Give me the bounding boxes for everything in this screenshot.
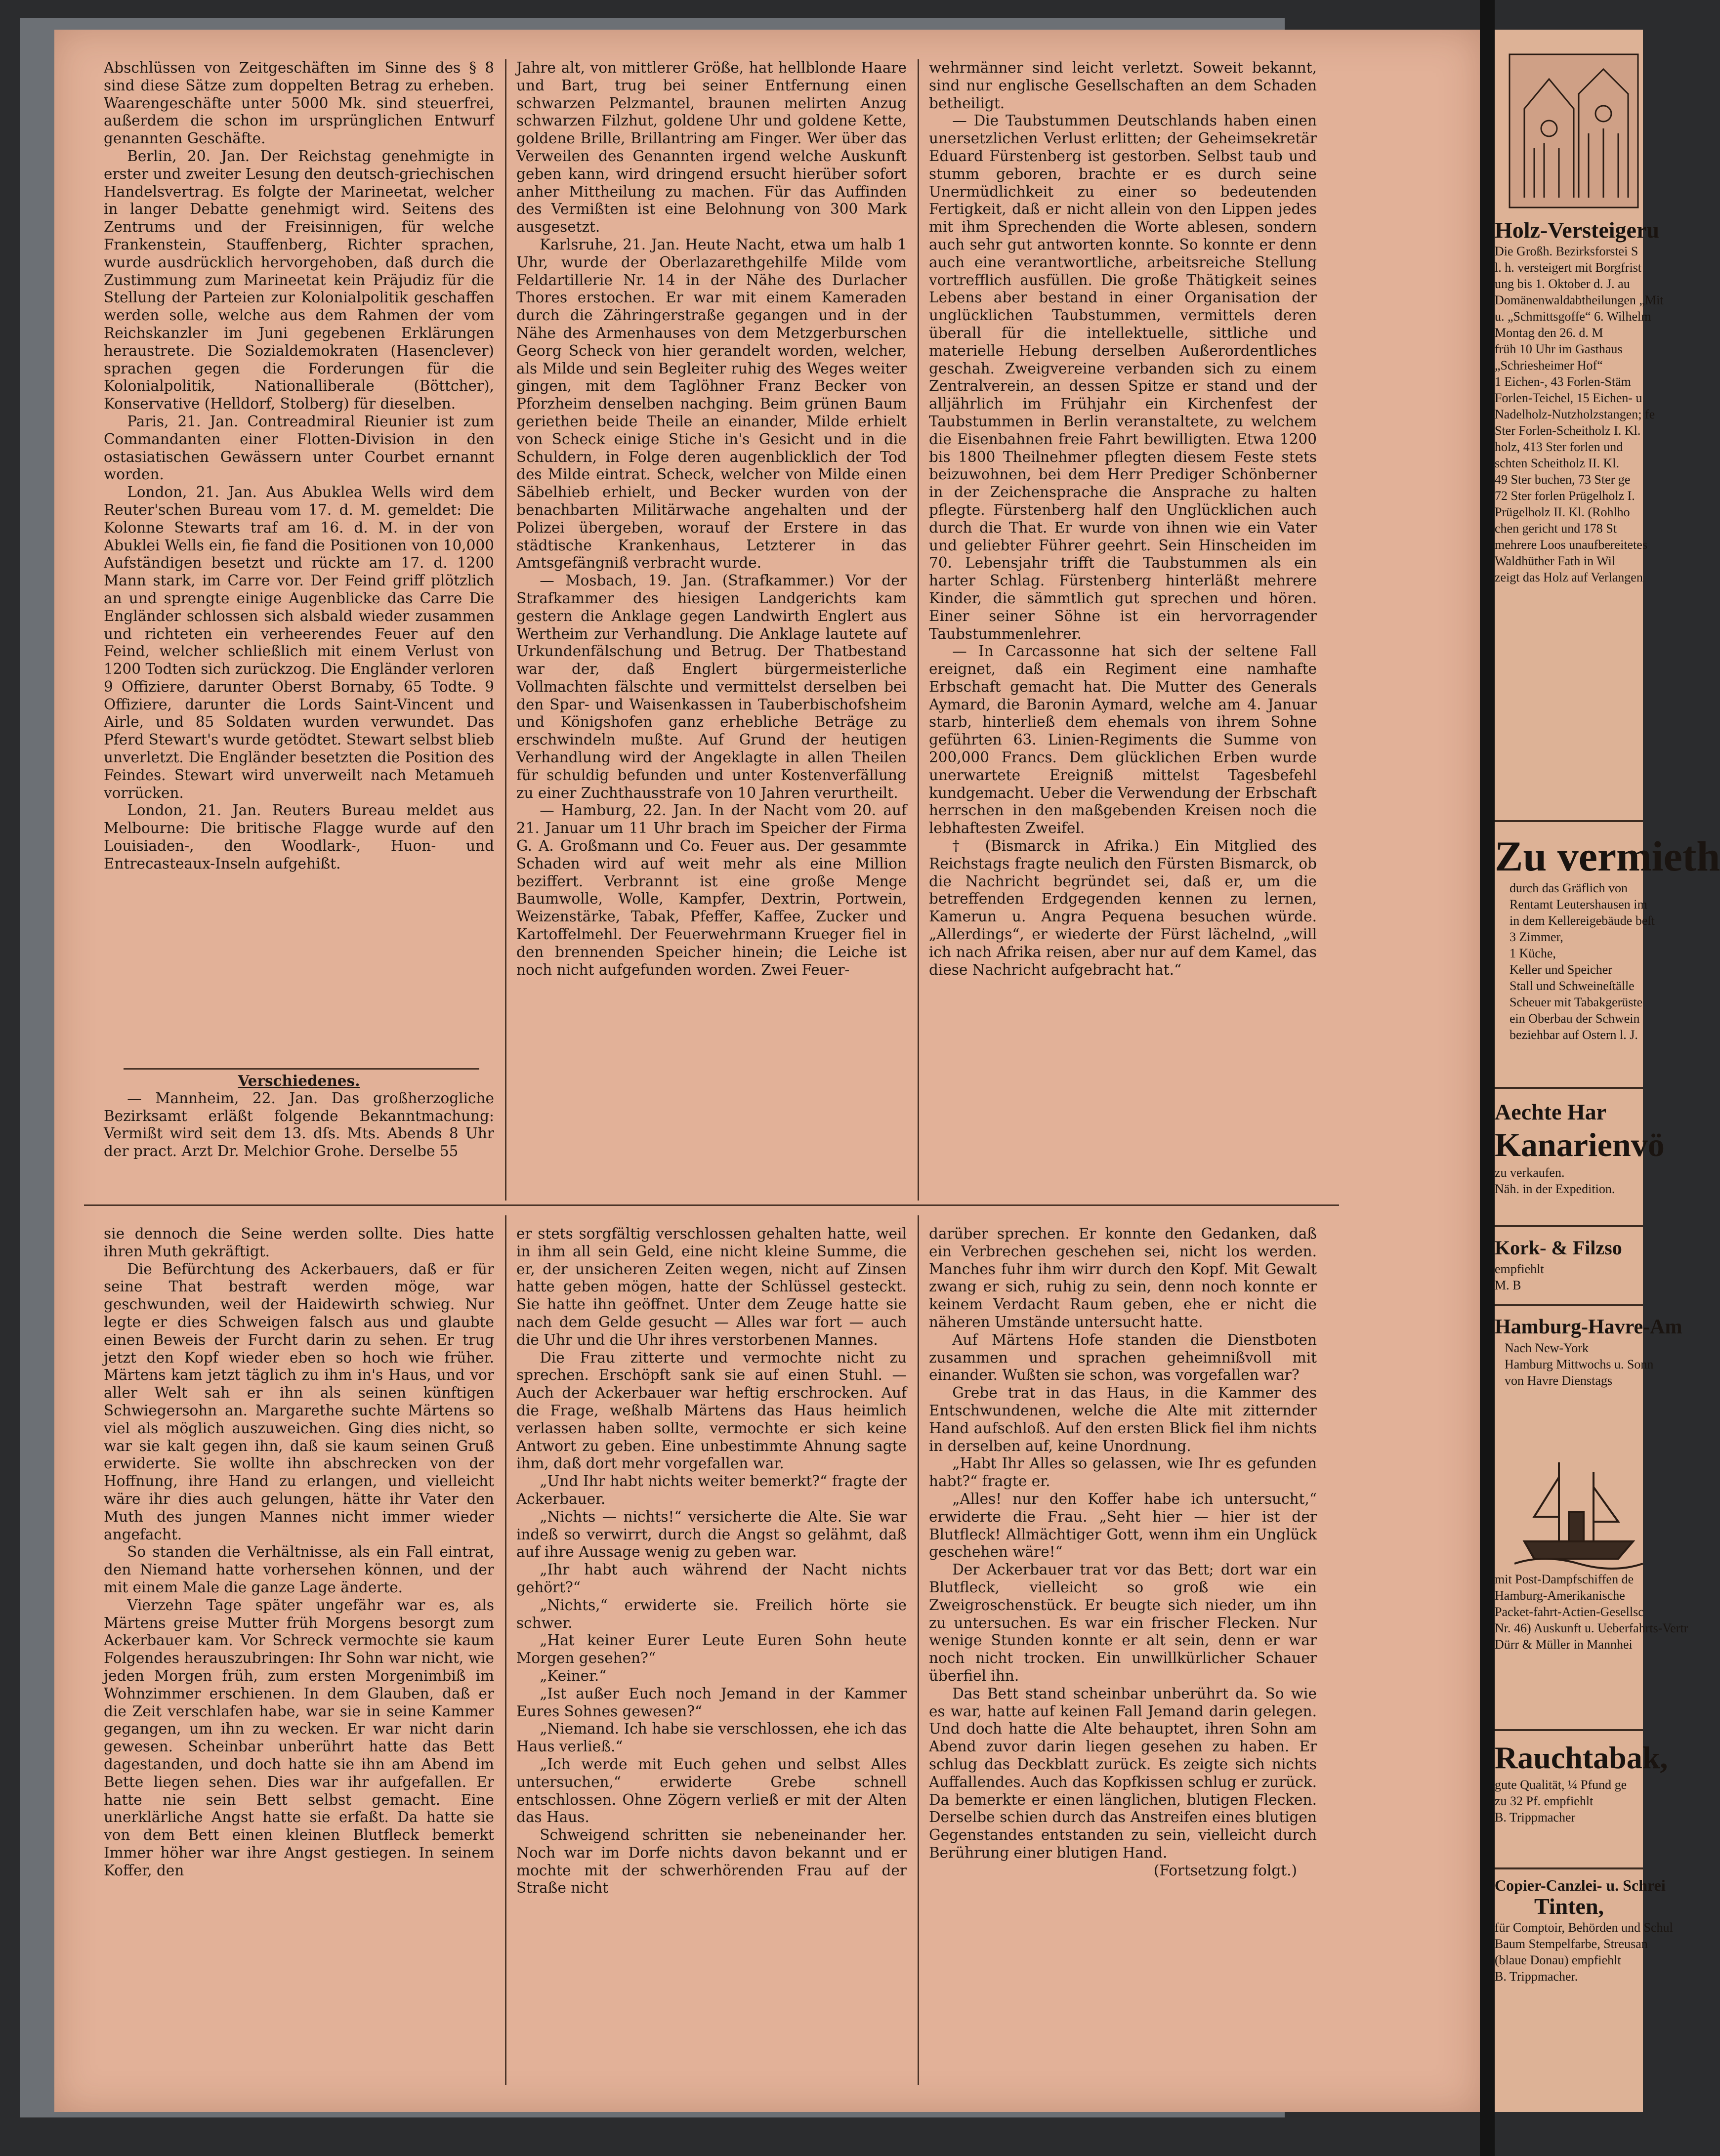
ad-line: 3 Zimmer,: [1510, 930, 1563, 944]
ad-line: Die Großh. Bezirksforstei S: [1495, 244, 1638, 258]
ad-line: empfiehlt: [1495, 1262, 1544, 1276]
ad-line: Packet-fahrt-Actien-Gesellsc: [1495, 1605, 1644, 1619]
ad-line: Keller und Speicher: [1510, 962, 1612, 977]
article-paragraph: Karlsruhe, 21. Jan. Heute Nacht, etwa um halb 1 Uhr, wurde der Oberlazarethgehilfe Milde vom Feldartillerie Nr. 14 in der Nähe des Durlacher Thores erstochen. Er war mit einem Kameraden durch die Zähringerstraße gegangen und in der Nähe des Armenhauses von dem Metzgerburschen Georg Scheck von hier gerandelt worden, welcher, als Milde und sein Begleiter ruhig des Weges weiter gingen, mit dem Taglöhner Franz Becker von Pforzheim denselben nachging. Beim grünen Baum geriethen beide Theile an einander, Milde erhielt von Scheck einige Stiche in's Gesicht und in die Schuldern, in Folge deren augenblicklich der Tod des Milde eintrat. Scheck, welcher von Milde einen Säbelhieb erhielt, und Becker wurden von der benachbarten Militärwache angehalten und der Polizei übergeben, worauf der Erstere in das städtische Krankenhaus, Letzterer in das Amtsgefängniß verbracht wurde.: [516, 236, 907, 572]
ad-line: Rentamt Leutershausen im: [1510, 897, 1647, 912]
ad-line: zeigt das Holz auf Verlangen: [1495, 570, 1643, 584]
ad-line: schten Scheitholz II. Kl.: [1495, 456, 1619, 470]
article-paragraph: Abschlüssen von Zeitgeschäften im Sinne des § 8 sind diese Sätze zum doppelten Betrag zu erheben. Waarengeschäfte unter 5000 Mk. sind steuerfrei, außerdem die schon im ursprünglichen Entwurf genannten Geschäfte.: [104, 59, 494, 147]
ad-title: Tinten,: [1534, 1894, 1604, 1919]
article-paragraph: „Keiner.“: [540, 1667, 607, 1684]
ad-line: Baum Stempelfarbe, Streusan: [1495, 1937, 1648, 1951]
column-1-top: [104, 59, 494, 1067]
article-paragraph: Die Befürchtung des Ackerbauers, daß er für seine That bestraft werden möge, war geschwunden, weil der Haidewirth schwieg. Nur legte er dies Schweigen falsch aus und glaubte einen Beweis der Furcht darin zu sehen. Er trug jetzt den Kopf wieder eben so hoch wie früher. Märtens kam jetzt täglich zu ihm in's Haus, und vor aller Welt sah er ihn als seinen künftigen Schwiegersohn an. Margarethe suchte Märtens so viel als möglich auszuweichen. Ging dies nicht, so war sie kalt gegen ihn, daß sie kaum seinen Gruß erwiderte. Sie wollte ihn abschrecken von der Hoffnung, ihre Hand zu erlangen, und vielleicht wäre ihr dies auch gelungen, hätte ihr Vater den Muth des jungen Mannes nicht immer wieder angefacht.: [104, 1260, 494, 1543]
ad-line: Prügelholz II. Kl. (Rohlho: [1495, 505, 1630, 519]
article-paragraph: darüber sprechen. Er konnte den Gedanken, daß ein Verbrechen geschehen sei, nicht los werden. Manches fuhr ihm wirr durch den Kopf. Mit Gewalt zwang er sich, ruhig zu sein, denn noch konnte er keinem Verdacht Raum geben, ehe er nicht die näheren Umstände untersucht hatte.: [929, 1225, 1317, 1330]
ad-line: chen gericht und 178 St: [1495, 521, 1617, 536]
article-paragraph: „Hat keiner Eurer Leute Euren Sohn heute Morgen gesehen?“: [516, 1632, 907, 1667]
article-paragraph: Der Ackerbauer trat vor das Bett; dort war ein Blutfleck, vielleicht so groß wie ein Zweigroschenstück. Er beugte sich nieder, um ihn zu untersuchen. Es war ein frischer Flecken. Nur wenige Stunden konnte er alt sein, denn er war noch nicht trocken. Ein unwillkürlicher Schauer überfiel ihn.: [929, 1561, 1317, 1684]
ad-title: Kanarienvö: [1495, 1126, 1665, 1163]
article-paragraph: wehrmänner sind leicht verletzt. Soweit bekannt, sind nur englische Gesellschaften an dem Schaden betheiligt.: [929, 59, 1317, 112]
ad-title: Zu vermieth: [1495, 832, 1720, 880]
ad-holz: [1495, 217, 1664, 585]
ad-separator: [1495, 1729, 1643, 1731]
ad-hamburg: [1495, 1314, 1682, 1389]
ad-kork: [1495, 1235, 1643, 1293]
ad-line: holz, 413 Ster forlen und: [1495, 440, 1623, 454]
ad-line: Stall und Schweineſtälle: [1510, 979, 1635, 993]
article-paragraph: Grebe trat in das Haus, in die Kammer des Entschwundenen, welche die Alte mit zitternder Hand aufschloß. Auf den ersten Blick fiel ihm nichts in derselben auf, keine Unordnung.: [929, 1384, 1317, 1454]
article-paragraph: — Hamburg, 22. Jan. In der Nacht vom 20. auf 21. Januar um 11 Uhr brach im Speicher der Firma G. A. Großmann und Co. Feuer aus. Der gesammte Schaden wird auf weit mehr als eine Million beziffert. Verbrannt ist eine große Menge Baumwolle, Wolle, Kampfer, Dextrin, Portwein, Weizenstärke, Tabak, Pfeffer, Kaffee, Zucker und Kartoffelmehl. Der Feuerwehrmann Krueger fiel in den brennenden Speicher hinein; die Leiche ist noch nicht aufgefunden worden. Zwei Feuer-: [516, 802, 907, 978]
ad-tinten: [1495, 1876, 1673, 1985]
ad-line: zu verkaufen.: [1495, 1165, 1565, 1180]
ad-line: ein Oberbau der Schwein: [1510, 1011, 1640, 1026]
article-paragraph: „Niemand. Ich habe sie verschlossen, ehe ich das Haus verließ.“: [516, 1720, 907, 1755]
ad-title: Kork- & Filzso: [1495, 1237, 1622, 1259]
article-paragraph: † (Bismarck in Afrika.) Ein Mitglied des Reichstags fragte neulich den Fürsten Bismarck, ob die Nachricht begründet sei, daß er, um die betreffenden Erdgegenden kennen zu lernen, Kamerun u. Angra Pequena besuchen würde. „Allerdings“, er wiederte der Fürst lächelnd, „will ich nach Afrika reisen, aber nur auf dem Kamel, das diese Nachricht aufgebracht hat.“: [929, 837, 1317, 978]
column-rule: [505, 59, 506, 1201]
ad-line: Hamburg-Amerikanische: [1495, 1588, 1625, 1603]
column-rule: [918, 59, 919, 1201]
ad-line: Nach New-York: [1505, 1341, 1589, 1355]
article-paragraph: „Nichts,“ erwiderte sie. Freilich hörte sie schwer.: [516, 1596, 907, 1631]
article-paragraph: Schweigend schritten sie nebeneinander her. Noch war im Dorfe nichts davon bekannt und er mochte mit der schwerhörenden Frau auf der Straße nicht: [516, 1826, 907, 1897]
ad-title: Aechte Har: [1495, 1099, 1607, 1124]
article-paragraph: Jahre alt, von mittlerer Größe, hat hellblonde Haare und Bart, trug bei seiner Entfernung einen schwarzen Pelzmantel, braunen melirten Anzug schwarzen Filzhut, goldene Uhr und goldene Kette, goldene Brille, Brillantring am Finger. Wer über das Verweilen des Genannten irgend welche Auskunft geben kann, wird dringend ersucht hierüber sofort anher Mittheilung zu machen. Für das Auffinden des Vermißten ist eine Belohnung von 300 Mark ausgesetzt.: [516, 59, 907, 236]
ad-line: l. h. versteigert mit Borgfrist: [1495, 260, 1642, 275]
ad-line: Dürr & Müller in Mannhei: [1495, 1637, 1633, 1652]
article-paragraph: — In Carcassonne hat sich der seltene Fall ereignet, daß ein Regiment eine namhafte Erbschaft gemacht hat. Die Mutter des Generals Aymard, die Baronin Aymard, welche am 4. Januar starb, hinterließ dem ehemals von ihrem Sohne geführten 63. Linien-Regiments die Summe von 200,000 Francs. Dem glücklichen Erben wurde unerwartete Ereigniß mittelst Tagesbefehl kundgemacht. Ueber die Verwendung der Erbschaft herrschen in den maßgebenden Kreisen noch die lebhaftesten Zweifel.: [929, 643, 1317, 837]
ad-line: 72 Ster forlen Prügelholz I.: [1495, 489, 1635, 503]
ad-line: 1 Küche,: [1510, 946, 1556, 960]
ad-separator: [1495, 1867, 1643, 1869]
ad-line: (blaue Donau) empfiehlt: [1495, 1953, 1621, 1967]
article-paragraph: London, 21. Jan. Aus Abuklea Wells wird dem Reuter'schen Bureau vom 17. d. M. gemeldet: Die Kolonne Stewarts traf am 16. d. M. in der von Abuklei Wells ein, fie fand die Positionen von 10,000 Aufständigen besetzt und rückte am 17. d. 1200 Mann stark, im Carre vor. Der Feind griff plötzlich an und sprengte einige Augenblicke das Carre Die Engländer schlossen sich alsbald wieder zusammen und richteten ein verheerendes Feuer auf den Feind, welcher schließlich mit einem Verlust von 1200 Todten sich zurückzog. Die Engländer verloren 9 Offiziere, darunter Oberst Bornaby, 65 Todte. 9 Offiziere, darunter die Lords Saint-Vincent und Airle, und 85 Soldaten wurden verwundet. Das Pferd Stewart's wurde getödtet. Stewart selbst blieb unverletzt. Die Engländer besetzten die Position des Feindes. Stewart wird unverweilt nach Metamueh vorrücken.: [104, 484, 494, 801]
ad-line: Domänenwaldabtheilungen „Mit: [1495, 293, 1664, 307]
column-rule: [505, 1215, 506, 2085]
ad-line: M. B: [1495, 1278, 1521, 1292]
article-paragraph: Paris, 21. Jan. Contreadmiral Rieunier ist zum Commandanten einer Flotten-Division in den ostasiatischen Gewässern unter Courbet ernannt worden.: [104, 413, 494, 483]
ad-line: B. Trippmacher: [1495, 1810, 1576, 1824]
ad-line: ung bis 1. Oktober d. J. au: [1495, 277, 1630, 291]
ad-line: Nadelholz-Nutzholzstangen; fe: [1495, 407, 1655, 421]
article-paragraph: „Habt Ihr Alles so gelassen, wie Ihr es gefunden habt?“ fragte er.: [929, 1455, 1317, 1490]
ad-line: Hamburg Mittwochs u. Sonn: [1505, 1357, 1654, 1371]
article-paragraph: „Ich werde mit Euch gehen und selbst Alles untersuchen,“ erwiderte Grebe schnell entschlossen. Ohne Zögern verließ er mit der Alten das Haus.: [516, 1755, 907, 1826]
article-paragraph: „Ihr habt auch während der Nacht nichts gehört?“: [516, 1561, 907, 1596]
article-paragraph: — Mannheim, 22. Jan. Das großherzogliche Bezirksamt erläßt folgende Bekanntmachung: Vermißt wird seit dem 13. dſs. Mts. Abends 8 Uhr der pract. Arzt Dr. Melchior Grohe. Derselbe 55: [104, 1089, 494, 1160]
article-paragraph: „Und Ihr habt nichts weiter bemerkt?“ fragte der Ackerbauer.: [516, 1473, 907, 1507]
article-paragraph: Vierzehn Tage später ungefähr war es, als Märtens greise Mutter früh Morgens besorgt zum Ackerbauer kam. Vor Schreck vermochte sie kaum Folgendes herauszubringen: Ihr Sohn war nicht, wie jeden Morgen früh, zum ersten Morgenimbiß im Wohnzimmer erschienen. In dem Glauben, daß er die Zeit verschlafen habe, war sie in seine Kammer gegangen, um ihn zu wecken. Er war nicht darin gewesen. Scheinbar unberührt hatte das Bett dagestanden, und doch hatte sie ihn am Abend im Bette liegen sehen. Dies war ihr aufgefallen. Er hatte nie sein Bett selbst gemacht. Eine unerklärliche Angst hatte sie erfaßt. Da hatte sie von dem Bett einen kleinen Blutfleck bemerkt Immer höher war ihre Angst gestiegen. In seinem Koffer, den: [104, 1596, 494, 1879]
ad-line: u. „Schmittsgoffe“ 6. Wilhelm: [1495, 309, 1651, 324]
ad-line: Montag den 26. d. M: [1495, 326, 1603, 340]
continuation-note: (Fortsetzung folgt.): [1153, 1862, 1297, 1879]
ad-line: durch das Gräflich von: [1510, 881, 1628, 895]
ad-line: zu 32 Pf. empfiehlt: [1495, 1794, 1594, 1808]
ad-separator: [1495, 1304, 1643, 1306]
ad-line: 49 Ster buchen, 73 Ster ge: [1495, 472, 1631, 487]
column-3-top: [929, 59, 1317, 1198]
verschiedenes-rule: [124, 1068, 479, 1070]
article-paragraph: Auf Märtens Hofe standen die Dienstboten zusammen und sprachen geheimnißvoll mit einander. Wußten sie schon, was vorgefallen war?: [929, 1331, 1317, 1384]
feuilleton-divider: [84, 1204, 1339, 1206]
article-paragraph: — Die Taubstummen Deutschlands haben einen unersetzlichen Verlust erlitten; der Geheimsekretär Eduard Fürstenberg ist gestorben. Selbst taub und stumm geboren, brachte er es durch seine Unermüdlichkeit zu einer so bedeutenden Fertigkeit, daß er nicht allein von den Lippen jedes mit ihm Sprechenden die Worte ablesen, sondern auch sehr gut antworten konnte. So konnte er denn auch eine verantwortliche, arbeitsreiche Stellung vortrefflich ausfüllen. Die große Thätigkeit seines Lebens aber bestand in einer Organisation der unglücklichen Taubstummen, vermittels deren überall für die intellektuelle, sittliche und materielle Hebung derselben Außerordentliches geschah. Zweigvereine verbanden sich zu einem Zentralverein, an dessen Spitze er stand und der alljährlich im Frühjahr ein Kirchenfest der Taubstummen in Berlin veranstaltete, zu welchem die Eisenbahnen freie Fahrt bewilligten. Etwa 1200 bis 1800 Theilnehmer pflegten diesem Feste stets beizuwohnen, bei dem Herr Prediger Schönberner in der Zeichensprache die Ansprache zu halten pflegte. Fürstenberg half den Unglücklichen auch durch die That. Er wurde von ihnen wie ein Vater und geliebter Führer geehrt. Sein Hinscheiden im 70. Lebensjahr trifft die Taubstummen als ein harter Schlag. Fürstenberg hinterläßt mehrere Kinder, die sämmtlich gut sprechen und hören. Einer seiner Söhne ist ein hervorragender Taubstummenlehrer.: [929, 112, 1317, 642]
ad-line: in dem Kellereigebäude beſt: [1510, 913, 1655, 928]
article-paragraph: Das Bett stand scheinbar unberührt da. So wie es war, hatte auf keinen Fall Jemand darin gelegen. Und doch hatte die Alte behauptet, ihren Sohn am Abend zuvor darin liegen gesehen zu haben. Er schlug das Deckblatt zurück. Es zeigte sich nichts Auffallendes. Auch das Kopfkissen schlug er zurück. Da bemerkte er einen länglichen, blutigen Flecken. Derselbe schien durch das Anstreifen eines blutigen Gegenstandes entstanden zu sein, vielleicht durch Berührung einer blutigen Hand.: [929, 1685, 1317, 1861]
article-paragraph: Die Frau zitterte und vermochte nicht zu sprechen. Erschöpft sank sie auf einen Stuhl. — Auch der Ackerbauer war heftig erschrocken. Auf die Frage, weßhalb Märtens das Haus heimlich verlassen haben sollte, vermochte er sich keine Antwort zu geben. Eine unbestimmte Ahnung sagte ihm, daß dort mehr vorgefallen war.: [516, 1349, 907, 1472]
article-paragraph: „Alles! nur den Koffer habe ich untersucht,“ erwiderte die Frau. „Seht hier — hier ist der Blutfleck! Allmächtiger Gott, wenn ihm ein Unglück geschehen wäre!“: [929, 1490, 1317, 1561]
ad-line: mehrere Loos unaufbereitetes: [1495, 538, 1647, 552]
ad-line: mit Post-Dampfschiffen de: [1495, 1572, 1634, 1586]
ad-line: Waldhüther Fath in Wil: [1495, 554, 1616, 568]
ad-line: für Comptoir, Behörden und Schul: [1495, 1920, 1673, 1935]
ad-line: beziehbar auf Ostern l. J.: [1510, 1028, 1638, 1042]
adjacent-page: [1495, 30, 1720, 2112]
ad-line: Ster Forlen-Scheitholz I. Kl.: [1495, 423, 1641, 438]
ad-vermieth: [1495, 832, 1720, 1043]
column-2-feuilleton: [516, 1225, 907, 2085]
column-2-top: [516, 59, 907, 1198]
article-paragraph: So standen die Verhältnisse, als ein Fall eintrat, den Niemand hatte vorhersehen können, und der mit einem Male die ganze Lage änderte.: [104, 1543, 494, 1596]
ad-title: Copier-Canzlei- u. Schrei: [1495, 1876, 1666, 1894]
ad-line: B. Trippmacher.: [1495, 1969, 1578, 1984]
ad-line: Forlen-Teichel, 15 Eichen- u: [1495, 391, 1642, 405]
ad-line: früh 10 Uhr im Gasthaus: [1495, 342, 1623, 356]
steamship-illustration: [1514, 1443, 1643, 1566]
article-paragraph: „Ist außer Euch noch Jemand in der Kammer Eures Sohnes gewesen?“: [516, 1685, 907, 1720]
article-paragraph: „Nichts — nichts!“ versicherte die Alte. Sie war indeß so verwirrt, durch die Angst so gelähmt, daß auf ihre Aussage wenig zu geben war.: [516, 1508, 907, 1561]
article-paragraph: sie dennoch die Seine werden sollte. Dies hatte ihren Muth gekräftigt.: [104, 1225, 494, 1260]
ad-line: 1 Eichen-, 43 Forlen-Stäm: [1495, 374, 1631, 389]
article-paragraph: er stets sorgfältig verschlossen gehalten hatte, weil in ihm all sein Geld, eine nicht kleine Summe, die er, der unsicheren Zeiten wegen, nicht auf Zinsen hatte geben mögen, hatte der Schlüssel gesteckt. Sie hatte ihn geöffnet. Unter dem Zeuge hatte sie nach dem Gelde gesucht — Alles war fort — auch die Uhr und die Uhr ihres verstorbenen Mannes.: [516, 1225, 907, 1348]
ad-line: Nr. 46) Auskunft u. Ueberfahrts-Vertr: [1495, 1621, 1688, 1635]
ad-kanarien: [1495, 1099, 1665, 1197]
ad-line: Näh. in der Expedition.: [1495, 1182, 1615, 1196]
column-3-feuilleton: [929, 1225, 1317, 2085]
newspaper-page: [54, 30, 1480, 2112]
column-1-feuilleton: [104, 1225, 494, 2085]
ad-line: von Havre Dienstags: [1505, 1373, 1613, 1388]
article-paragraph: — Mosbach, 19. Jan. (Strafkammer.) Vor der Strafkammer des hiesigen Landgerichts kam gestern die Anklage gegen Landwirth Englert aus Wertheim zur Verhandlung. Die Anklage lautete auf Urkundenfälschung und Betrug. Der Thatbestand war der, daß Englert bürgermeisterliche Vollmachten fälschte und vermittelst derselben bei den Spar- und Waisenkassen in Tauberbischofsheim und Königshofen ganz erhebliche Beträge zu erschwindeln mußte. Auf Grund der heutigen Verhandlung wird der Angeklagte in allen Theilen für schuldig befunden und unter Kostenverfällung zu einer Zuchthausstrafe von 10 Jahren verurtheilt.: [516, 572, 907, 801]
ad-title: Holz-Versteigeru: [1495, 217, 1659, 243]
article-paragraph: London, 21. Jan. Reuters Bureau meldet aus Melbourne: Die britische Flagge wurde auf den Louisiaden-, den Woodlark-, Huon- und Entrecasteaux-Inseln aufgehißt.: [104, 802, 494, 872]
ad-separator: [1495, 1087, 1643, 1089]
ad-separator: [1495, 820, 1643, 822]
ad-line: „Schriesheimer Hof“: [1495, 358, 1603, 373]
ad-rauchtabak: [1495, 1739, 1668, 1825]
book-spine: [1480, 0, 1495, 2156]
section-title-verschiedenes: Verschiedenes.: [238, 1072, 360, 1089]
engraving-illustration: [1505, 49, 1643, 212]
column-1-verschiedenes: [104, 1072, 494, 1198]
article-paragraph: Berlin, 20. Jan. Der Reichstag genehmigte in erster und zweiter Lesung den deutsch-griechischen Handelsvertrag. Es folgte der Marineetat, welcher in langer Debatte genehmigt wird. Seitens des Zentrums und der Freisinnigen, für welche Frankenstein, Stauffenberg, Richter sprachen, wurde ausdrücklich hervorgehoben, daß durch die Zustimmung zum Marineetat kein Präjudiz für die Stellung der Parteien zur Kolonialpolitik geschaffen werden solle, welche aus dem Rahmen der vom Reichskanzler im Juni gegebenen Erklärungen heraustrete. Die Sozialdemokraten (Hasenclever) sprachen gegen die Forderungen für die Kolonialpolitik, Nationalliberale (Böttcher), Konservative (Helldorf, Stolberg) für dieselben.: [104, 147, 494, 413]
ad-title: Rauchtabak,: [1495, 1740, 1668, 1775]
ad-hamburg-details: [1495, 1571, 1688, 1653]
ad-line: Scheuer mit Tabakgerüste: [1510, 995, 1643, 1009]
ad-separator: [1495, 1225, 1643, 1227]
column-rule: [918, 1215, 919, 2085]
ad-title: Hamburg-Havre-Am: [1495, 1316, 1682, 1338]
ad-line: gute Qualität, ¼ Pfund ge: [1495, 1778, 1627, 1792]
